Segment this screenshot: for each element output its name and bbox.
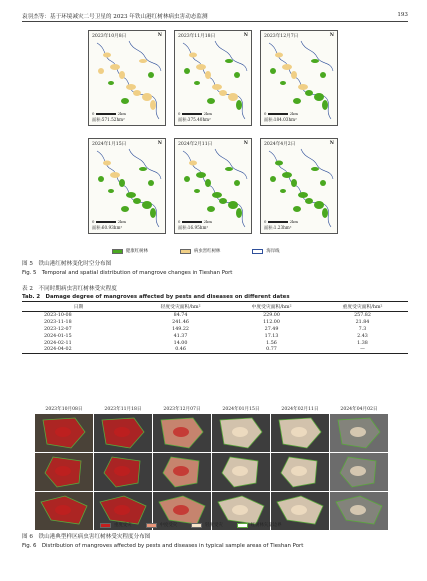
table-cell: —: [317, 347, 408, 354]
scale-zero: 0: [92, 111, 95, 116]
legend-severe-label: 重度受灾: [114, 523, 132, 528]
map-area: 面积:16.95hm²: [178, 225, 209, 230]
figure-6: [35, 406, 391, 530]
healthy-mangrove-patch: [148, 180, 154, 186]
pest-mangrove-patch: [212, 84, 222, 90]
healthy-mangrove-patch: [270, 68, 276, 74]
map-date: 2024年4月2日: [264, 142, 296, 147]
scale-bar-line: [268, 221, 288, 223]
scale-label: 2km: [289, 111, 298, 116]
scale-bar-line: [268, 113, 288, 115]
table-cell: 149.22: [172, 326, 189, 332]
pest-swatch: [180, 249, 191, 254]
map-date: 2024年2月11日: [178, 142, 213, 147]
legend-healthy: [112, 248, 148, 254]
legend-moderate: [146, 522, 178, 528]
healthy-mangrove-patch: [275, 161, 283, 166]
table-cell: 0.46: [135, 347, 226, 354]
healthy-mangrove-patch: [133, 198, 141, 204]
damage-patch: [232, 505, 248, 515]
figure-6-caption-en: Fig. 6 Distribution of mangroves affected by pests and diseases in typical sample areas of Tieshan Port: [22, 543, 304, 549]
scale-label: 2km: [117, 219, 126, 224]
scale-bar: [264, 111, 298, 116]
table-cell: 2024-02-11: [44, 340, 72, 346]
scale-label: 2km: [117, 111, 126, 116]
healthy-mangrove-patch: [184, 176, 190, 182]
table-cell: 241.46: [172, 319, 189, 325]
healthy-mangrove-patch: [142, 201, 152, 209]
table-row: [22, 340, 408, 347]
damage-patch: [291, 427, 307, 437]
scale-bar-line: [96, 221, 116, 223]
map-date: 2023年11月18日: [178, 34, 216, 39]
running-header: [22, 10, 408, 22]
healthy-mangrove-patch: [108, 189, 114, 193]
table-cell: 1.56: [266, 340, 277, 346]
healthy-mangrove-patch: [320, 72, 326, 78]
pest-mangrove-patch: [298, 84, 308, 90]
damage-patch: [232, 466, 248, 476]
sample-date: 2023年10月08日: [45, 407, 83, 412]
scale-label: 2km: [203, 111, 212, 116]
sample-image: [94, 453, 152, 491]
map-panel: [260, 138, 338, 234]
sample-image-graphic: [35, 453, 93, 491]
pest-mangrove-patch: [228, 93, 238, 101]
legend-moderate-label: 中度受灾: [159, 523, 178, 528]
figure-5: [88, 30, 338, 234]
sample-image: [212, 453, 270, 491]
pest-mangrove-patch: [275, 53, 283, 58]
table-row: [22, 319, 408, 326]
table-cell: 112.00: [263, 319, 280, 325]
table-cell: 2023-10-08: [44, 312, 72, 318]
figure-6-dates: [35, 406, 391, 412]
scale-bar-line: [96, 113, 116, 115]
table-2-title-cn: 表 2 不同时期病虫害红树林受灾程度: [22, 286, 117, 292]
pest-mangrove-patch: [196, 64, 206, 70]
healthy-mangrove-patch: [322, 100, 328, 110]
light-swatch: [191, 523, 202, 528]
table-2: [22, 301, 408, 354]
map-panel: [174, 138, 252, 234]
legend-boundary-label: 红树林矢量边界: [250, 523, 282, 528]
scale-bar: [92, 111, 126, 116]
healthy-mangrove-patch: [148, 72, 154, 78]
healthy-mangrove-patch: [234, 72, 240, 78]
healthy-mangrove-patch: [184, 68, 190, 74]
table-cell: 2023-11-18: [44, 319, 72, 325]
sample-date: 2024年04月02日: [340, 407, 378, 412]
healthy-mangrove-patch: [150, 208, 156, 218]
sample-image-graphic: [271, 453, 329, 491]
col-moderate: 中度受灾面积/hm²: [226, 302, 317, 312]
healthy-mangrove-patch: [236, 208, 242, 218]
healthy-mangrove-patch: [207, 206, 215, 212]
north-arrow-icon: N: [243, 33, 248, 38]
pest-mangrove-patch: [133, 90, 141, 96]
pest-mangrove-patch: [139, 59, 147, 63]
page-number: 193: [397, 12, 408, 18]
sample-image-graphic: [330, 492, 388, 530]
sample-image-graphic: [330, 414, 388, 452]
sample-image: [330, 492, 388, 530]
coast-swatch: [252, 249, 263, 254]
healthy-mangrove-patch: [320, 180, 326, 186]
scale-zero: 0: [178, 111, 181, 116]
legend-severe: [100, 522, 132, 528]
table-cell: 229.00: [263, 312, 280, 318]
legend-coast: [252, 248, 279, 254]
pest-mangrove-patch: [126, 84, 136, 90]
pest-mangrove-patch: [110, 172, 120, 178]
scale-zero: 0: [92, 219, 95, 224]
figure-5-legend: [112, 248, 342, 254]
severe-swatch: [100, 523, 111, 528]
map-area: 面积:571.52hm²: [92, 117, 125, 122]
legend-healthy-label: 健康红树林: [126, 249, 148, 254]
healthy-mangrove-patch: [121, 98, 129, 104]
sample-image-graphic: [212, 453, 270, 491]
damage-patch: [232, 427, 248, 437]
map-date: 2024年1月15日: [92, 142, 127, 147]
map-date: 2023年10月8日: [92, 34, 127, 39]
legend-coast-label: 海岸线: [266, 249, 280, 254]
scale-bar-line: [182, 113, 202, 115]
pest-mangrove-patch: [103, 161, 111, 166]
pest-mangrove-patch: [205, 71, 211, 79]
healthy-mangrove-patch: [293, 206, 301, 212]
sample-image: [271, 414, 329, 452]
table-cell: 84.74: [173, 312, 188, 318]
pest-mangrove-patch: [282, 64, 292, 70]
healthy-mangrove-patch: [121, 206, 129, 212]
scale-bar: [178, 219, 212, 224]
healthy-mangrove-patch: [194, 81, 200, 85]
sample-image-graphic: [35, 414, 93, 452]
damage-patch: [114, 466, 130, 476]
scale-bar: [264, 219, 298, 224]
map-panel: [174, 30, 252, 126]
pest-mangrove-patch: [110, 64, 120, 70]
sample-image: [212, 414, 270, 452]
sample-date: 2023年11月18日: [104, 407, 142, 412]
sample-image-graphic: [153, 414, 211, 452]
map-area: 面积:60.93hm²: [92, 225, 123, 230]
healthy-mangrove-patch: [311, 59, 319, 63]
sample-image: [153, 453, 211, 491]
pest-mangrove-patch: [189, 53, 197, 58]
healthy-mangrove-patch: [236, 100, 242, 110]
healthy-mangrove-patch: [298, 192, 308, 198]
table-cell: 41.37: [173, 333, 188, 339]
healthy-mangrove-patch: [194, 189, 200, 193]
healthy-mangrove-patch: [305, 90, 313, 96]
figure-5-caption-cn: 图 5 铁山港红树林变化时空分布图: [22, 261, 112, 267]
figure-6-grid: [35, 414, 391, 530]
scale-bar: [178, 111, 212, 116]
header-title: 袁羽杰等：基于环境减灾二号卫星的 2023 年铁山港红树林病虫害动态监测: [22, 14, 208, 20]
healthy-mangrove-patch: [291, 179, 297, 187]
map-area: 面积:184.03hm²: [264, 117, 297, 122]
scale-bar-line: [182, 221, 202, 223]
table-cell: 21.84: [355, 319, 370, 325]
pest-mangrove-patch: [98, 68, 104, 74]
table-cell: 2024-04-02: [22, 347, 135, 354]
damage-patch: [114, 427, 130, 437]
table-cell: 257.82: [354, 312, 371, 318]
scale-zero: 0: [264, 111, 267, 116]
legend-light-label: 轻度受灾: [205, 523, 223, 528]
map-panel: [88, 30, 166, 126]
figure-6-caption-cn: 图 6 铁山港典型样区病虫害红树林受灾程度分布图: [22, 534, 151, 540]
pest-mangrove-patch: [291, 71, 297, 79]
damage-patch: [55, 505, 71, 515]
sample-image: [330, 414, 388, 452]
pest-mangrove-patch: [150, 100, 156, 110]
healthy-mangrove-patch: [205, 179, 211, 187]
legend-light: [191, 522, 223, 528]
table-cell: 2.43: [357, 333, 368, 339]
map-date: 2023年12月7日: [264, 34, 299, 39]
sample-date: 2024年01月15日: [222, 407, 260, 412]
healthy-swatch: [112, 249, 123, 254]
map-area: 面积:1.23hm²: [264, 225, 292, 230]
figure-5-caption-en: Fig. 5 Temporal and spatial distribution of mangrove changes in Tieshan Port: [22, 270, 233, 276]
north-arrow-icon: N: [157, 141, 162, 146]
map-grid: [88, 30, 338, 234]
sample-image: [330, 453, 388, 491]
healthy-mangrove-patch: [219, 198, 227, 204]
damage-patch: [55, 466, 71, 476]
healthy-mangrove-patch: [322, 208, 328, 218]
table-cell: 2024-01-15: [44, 333, 72, 339]
col-light: 轻度受灾面积/hm²: [135, 302, 226, 312]
healthy-mangrove-patch: [126, 192, 136, 198]
legend-boundary: [237, 522, 282, 528]
table-cell: 14.00: [173, 340, 188, 346]
damage-patch: [114, 505, 130, 515]
scale-zero: 0: [264, 219, 267, 224]
sample-image-graphic: [94, 414, 152, 452]
healthy-mangrove-patch: [228, 201, 238, 209]
sample-image-graphic: [271, 414, 329, 452]
figure-6-legend: [100, 522, 281, 528]
healthy-mangrove-patch: [305, 198, 313, 204]
damage-patch: [173, 505, 189, 515]
table-row: [22, 333, 408, 340]
healthy-mangrove-patch: [98, 176, 104, 182]
healthy-mangrove-patch: [314, 93, 324, 101]
scale-label: 2km: [203, 219, 212, 224]
healthy-mangrove-patch: [282, 172, 292, 178]
healthy-mangrove-patch: [314, 201, 324, 209]
sample-image: [94, 414, 152, 452]
table-cell: 7.3: [358, 326, 367, 332]
damage-patch: [173, 427, 189, 437]
healthy-mangrove-patch: [212, 192, 222, 198]
pest-mangrove-patch: [219, 90, 227, 96]
sample-image-graphic: [94, 453, 152, 491]
sample-image: [35, 414, 93, 452]
col-date: 日期: [22, 302, 135, 312]
healthy-mangrove-patch: [280, 189, 286, 193]
healthy-mangrove-patch: [139, 167, 147, 171]
sample-date: 2024年02月11日: [281, 407, 319, 412]
table-cell: 1.38: [357, 340, 368, 346]
map-panel: [260, 30, 338, 126]
table-2-title-en: Tab. 2 Damage degree of mangroves affected by pests and diseases on different dates: [22, 294, 290, 300]
north-arrow-icon: N: [157, 33, 162, 38]
damage-patch: [291, 466, 307, 476]
map-panel: [88, 138, 166, 234]
sample-image: [271, 453, 329, 491]
scale-zero: 0: [178, 219, 181, 224]
damage-patch: [291, 505, 307, 515]
table-cell: 2023-12-07: [44, 326, 72, 332]
healthy-mangrove-patch: [196, 172, 206, 178]
healthy-mangrove-patch: [234, 180, 240, 186]
pest-mangrove-patch: [103, 53, 111, 58]
table-header-row: [22, 302, 408, 312]
sample-image-graphic: [330, 453, 388, 491]
damage-patch: [55, 427, 71, 437]
sample-image-graphic: [153, 453, 211, 491]
scale-bar: [92, 219, 126, 224]
healthy-mangrove-patch: [207, 98, 215, 104]
legend-pest-label: 病虫害红树林: [193, 249, 221, 254]
table-cell: 17.13: [264, 333, 279, 339]
damage-patch: [350, 505, 366, 515]
damage-patch: [173, 466, 189, 476]
boundary-swatch: [237, 523, 248, 528]
pest-mangrove-patch: [119, 71, 125, 79]
col-severe: 重度受灾面积/hm²: [317, 302, 408, 312]
healthy-mangrove-patch: [280, 81, 286, 85]
healthy-mangrove-patch: [225, 59, 233, 63]
sample-date: 2023年12月07日: [163, 407, 201, 412]
table-row: [22, 347, 408, 354]
healthy-mangrove-patch: [108, 81, 114, 85]
pest-mangrove-patch: [142, 93, 152, 101]
healthy-mangrove-patch: [293, 98, 301, 104]
moderate-swatch: [146, 523, 157, 528]
sample-image: [35, 492, 93, 530]
sample-image-graphic: [35, 492, 93, 530]
north-arrow-icon: N: [329, 141, 334, 146]
healthy-mangrove-patch: [311, 167, 319, 171]
table-row: [22, 312, 408, 319]
table-cell: 0.77: [226, 347, 317, 354]
table-row: [22, 326, 408, 333]
healthy-mangrove-patch: [225, 167, 233, 171]
table-cell: 27.49: [264, 326, 279, 332]
pest-mangrove-patch: [189, 161, 197, 166]
damage-patch: [350, 427, 366, 437]
north-arrow-icon: N: [329, 33, 334, 38]
damage-patch: [350, 466, 366, 476]
healthy-mangrove-patch: [270, 176, 276, 182]
legend-pest: [180, 248, 220, 254]
sample-image: [153, 414, 211, 452]
map-area: 面积:375.40hm²: [178, 117, 211, 122]
scale-label: 2km: [289, 219, 298, 224]
healthy-mangrove-patch: [119, 179, 125, 187]
north-arrow-icon: N: [243, 141, 248, 146]
sample-image: [35, 453, 93, 491]
sample-image-graphic: [212, 414, 270, 452]
